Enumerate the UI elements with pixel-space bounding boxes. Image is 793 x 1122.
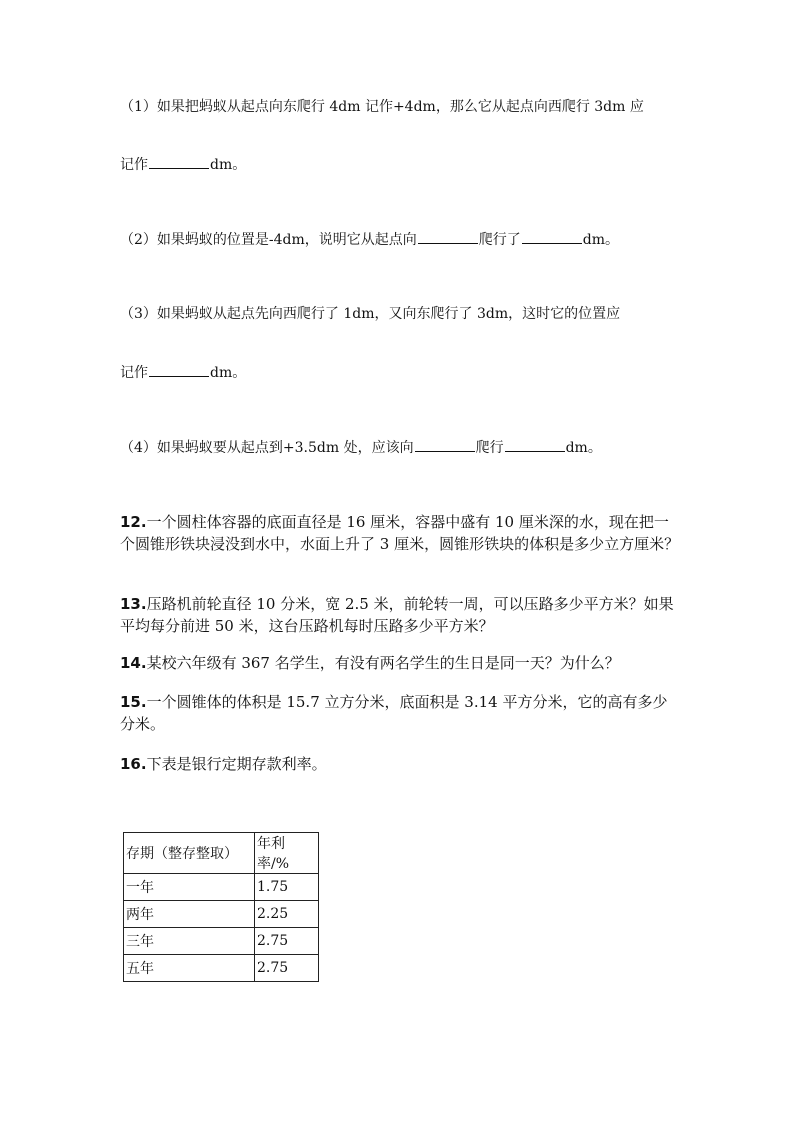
answer-blank[interactable] (505, 437, 565, 452)
question-number: 13. (120, 595, 147, 613)
answer-blank[interactable] (418, 229, 478, 244)
sub-question-4-middle: 爬行 (475, 440, 504, 456)
sub-question-1-unit: dm。 (210, 157, 247, 173)
question-text: 某校六年级有 367 名学生，有没有两名学生的生日是同一天？为什么？ (146, 654, 620, 672)
sub-question-1-line-1 (120, 97, 644, 117)
question-text: 下表是银行定期存款利率。 (146, 755, 327, 773)
answer-blank[interactable] (149, 362, 209, 377)
sub-question-1-prefix: 记作 (120, 157, 148, 173)
question-text: 一个圆柱体容器的底面直径是 16 厘米，容器中盛有 10 厘米深的水，现在把一个圆锥形铁块浸没到水中，水面上升了 3 厘米，圆锥形铁块的体积是多少立方厘米？ (120, 513, 680, 553)
table-cell: 1.75 (255, 874, 319, 901)
table-cell: 两年 (124, 901, 255, 928)
answer-blank[interactable] (415, 437, 475, 452)
question-number: 14. (120, 654, 147, 672)
sub-question-4-text: （4）如果蚂蚁要从起点到+3.5dm 处，应该向 (120, 440, 414, 456)
question-13 (120, 593, 680, 637)
question-14 (120, 652, 680, 674)
table-header-cell: 存期（整存整取） (124, 833, 255, 874)
sub-question-3-line-2 (120, 362, 246, 383)
sub-question-3-prefix: 记作 (120, 365, 148, 381)
sub-question-2-middle: 爬行了 (478, 232, 521, 248)
sub-question-1-line-2 (120, 154, 246, 175)
table-row (124, 901, 319, 928)
table-row (124, 955, 319, 982)
table-cell: 三年 (124, 928, 255, 955)
table-row (124, 874, 319, 901)
sub-question-2-text: （2）如果蚂蚁的位置是-4dm，说明它从起点向 (120, 232, 417, 248)
question-text: 压路机前轮直径 10 分米，宽 2.5 米，前轮转一周，可以压路多少平方米？如果平均每分前进 50 米，这台压路机每时压路多少平方米？ (120, 595, 674, 635)
table-cell: 五年 (124, 955, 255, 982)
table-cell: 2.75 (255, 955, 319, 982)
sub-question-3-line-1 (120, 304, 620, 324)
question-number: 12. (120, 513, 147, 531)
sub-question-4-unit: dm。 (565, 440, 602, 456)
table-header-cell: 年利率/% (255, 833, 319, 874)
question-16 (120, 753, 680, 775)
sub-question-3-unit: dm。 (210, 365, 247, 381)
interest-rate-table (123, 832, 319, 982)
question-12 (120, 511, 680, 555)
question-15 (120, 691, 680, 735)
table-cell: 一年 (124, 874, 255, 901)
table-header-row (124, 833, 319, 874)
sub-question-3-text: （3）如果蚂蚁从起点先向西爬行了 1dm，又向东爬行了 3dm，这时它的位置应 (120, 306, 621, 322)
question-number: 15. (120, 693, 147, 711)
answer-blank[interactable] (149, 154, 209, 169)
sub-question-2-line (120, 229, 619, 250)
table-cell: 2.25 (255, 901, 319, 928)
sub-question-1-text: （1）如果把蚂蚁从起点向东爬行 4dm 记作+4dm，那么它从起点向西爬行 3dm 应 (120, 99, 644, 115)
sub-question-2-unit: dm。 (582, 232, 620, 248)
question-text: 一个圆锥体的体积是 15.7 立方分米，底面积是 3.14 平方分米，它的高有多少分米。 (120, 693, 668, 733)
question-number: 16. (120, 755, 147, 773)
sub-question-4-line (120, 437, 602, 458)
table-cell: 2.75 (255, 928, 319, 955)
table-row (124, 928, 319, 955)
answer-blank[interactable] (522, 229, 582, 244)
